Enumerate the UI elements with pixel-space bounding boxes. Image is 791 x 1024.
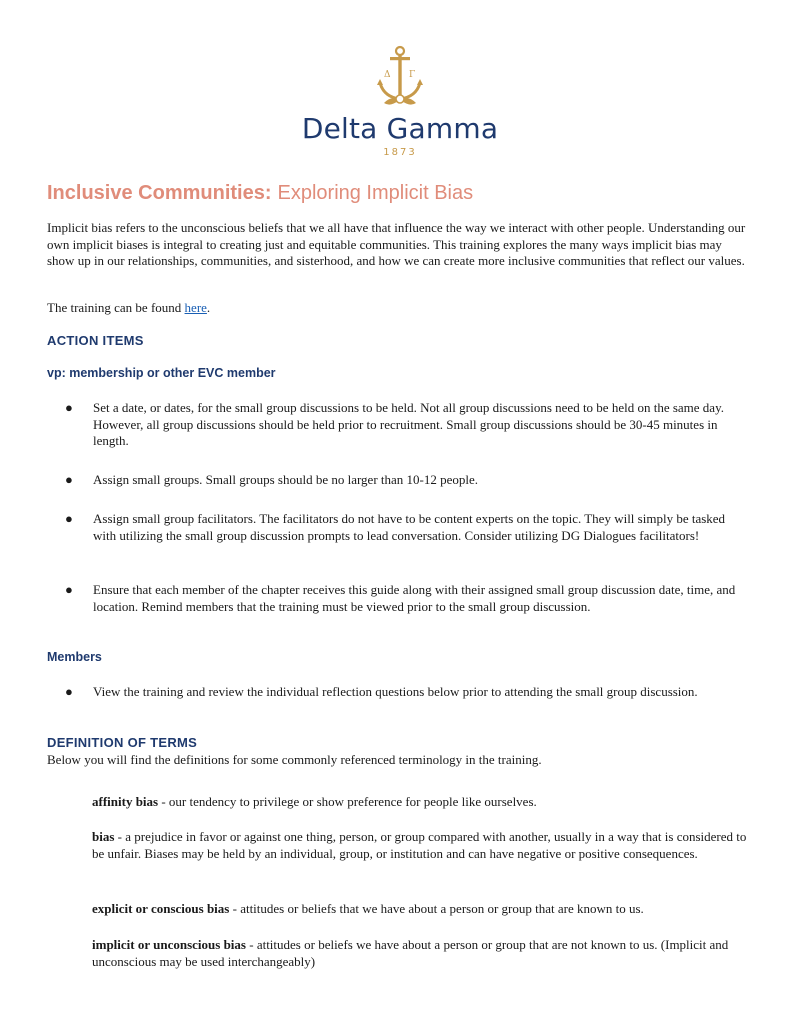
definition-text: - our tendency to privilege or show preference for people like ourselves. xyxy=(158,794,537,809)
definition-term: explicit or conscious bias xyxy=(92,901,230,916)
definitions-intro: Below you will find the definitions for some commonly referenced terminology in the training. xyxy=(47,752,542,767)
bullet-icon: ● xyxy=(65,684,73,699)
list-item-text: Ensure that each member of the chapter receives this guide along with their assigned small group discussion date, time, and location. Remind members that the training must be viewed prior to the small group discussion. xyxy=(93,582,736,614)
definition-text: - a prejudice in favor or against one thing, person, or group compared with another, usually in a way that is considered to be unfair. Biases may be held by an individual, group, or institution and can have negative or positive consequences. xyxy=(92,829,747,861)
definition-item xyxy=(92,900,752,917)
bullet-icon: ● xyxy=(65,511,73,526)
training-link[interactable]: here xyxy=(184,300,207,315)
members-heading: Members xyxy=(47,650,102,664)
found-prefix: The training can be found xyxy=(47,300,185,315)
title-bold: Inclusive Communities: xyxy=(47,182,272,204)
definition-term: bias xyxy=(92,829,115,844)
list-item-text: View the training and review the individual reflection questions below prior to attending the small group discussion. xyxy=(93,684,698,699)
bullet-icon: ● xyxy=(65,400,73,415)
list-item-text: Assign small groups. Small groups should be no larger than 10-12 people. xyxy=(93,472,479,487)
page-title xyxy=(47,182,473,205)
logo-name: Delta Gamma xyxy=(301,112,499,145)
logo-greek-right: Γ xyxy=(409,70,416,80)
bullet-icon: ● xyxy=(65,472,73,487)
anchor-icon xyxy=(370,45,430,111)
definition-item xyxy=(92,936,752,970)
definitions-heading: DEFINITION OF TERMS xyxy=(47,735,198,750)
list-item-text: Set a date, or dates, for the small group discussions to be held. Not all group discussions need to be held on the same day. However, all group discussions should be held prior to recruitment. Small group discussions should be 30-45 minutes in length. xyxy=(93,400,724,448)
action-items-heading: ACTION ITEMS xyxy=(47,333,144,348)
definition-term: implicit or unconscious bias xyxy=(92,937,246,952)
list-item-text: Assign small group facilitators. The facilitators do not have to be content experts on the topic. They will simply be tasked with utilizing the small group discussion prompts to lead conversation. Consider utilizing DG Dialogues facilitators! xyxy=(93,511,726,543)
logo-greek-left: Δ xyxy=(384,70,391,80)
intro-paragraph: Implicit bias refers to the unconscious beliefs that we all have that influence the way we interact with other people. Understanding our own implicit biases is integral to creating just and equitable communities. This training explores the many ways implicit bias may show up in our relationships, communities, and sisterhood, and how we can create more inclusive communities that reflect our values. xyxy=(47,220,746,268)
definition-item xyxy=(92,793,752,810)
logo-year: 1873 xyxy=(383,147,417,158)
definition-item xyxy=(92,828,752,862)
definition-text: - attitudes or beliefs we have about a person or group that are not known to us. (Implicit and unconscious may be used interchangeably) xyxy=(92,937,729,969)
found-suffix: . xyxy=(206,300,211,315)
vp-heading: vp: membership or other EVC member xyxy=(47,366,276,380)
title-regular: Exploring Implicit Bias xyxy=(277,182,474,204)
delta-gamma-logo xyxy=(300,45,500,158)
definition-term: affinity bias xyxy=(92,794,159,809)
training-link-line xyxy=(47,300,747,317)
bullet-icon: ● xyxy=(65,582,73,597)
definition-text: - attitudes or beliefs that we have about a person or group that are known to us. xyxy=(229,901,644,916)
